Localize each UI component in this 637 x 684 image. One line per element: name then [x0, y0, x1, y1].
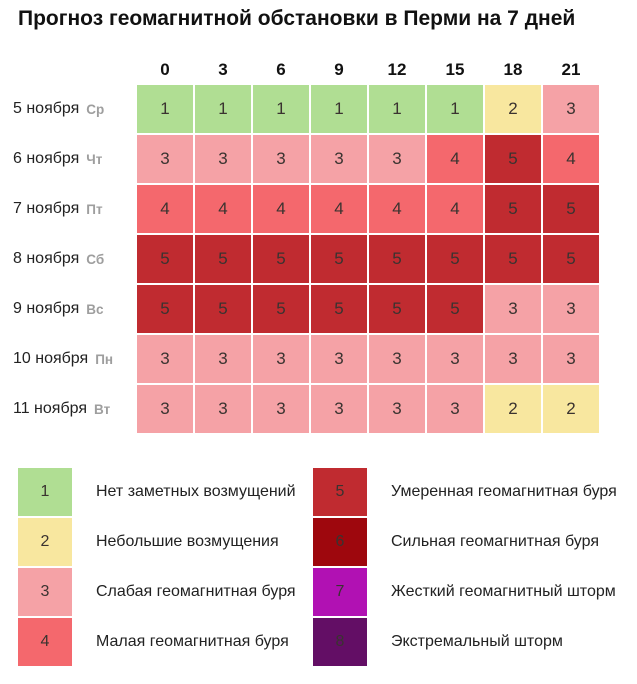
forecast-cell: 3: [137, 385, 193, 433]
forecast-cell: 3: [543, 285, 599, 333]
hour-header: 0: [160, 60, 170, 79]
row-weekday: Вт: [94, 401, 111, 417]
legend-swatch: 1: [18, 468, 72, 516]
row-date: 7 ноября: [13, 200, 80, 217]
row-weekday: Ср: [86, 101, 105, 117]
legend-swatch: 3: [18, 568, 72, 616]
forecast-cell: 3: [427, 385, 483, 433]
legend-col-right: [313, 468, 617, 666]
legend: [18, 468, 617, 666]
legend-item: [313, 468, 617, 516]
forecast-cell: 3: [311, 335, 367, 383]
forecast-cell: 3: [253, 335, 309, 383]
grid-corner: [13, 57, 135, 83]
legend-swatch: 7: [313, 568, 367, 616]
legend-label: Небольшие возмущения: [96, 533, 279, 550]
forecast-cell: 5: [137, 285, 193, 333]
row-weekday: Пн: [95, 351, 114, 367]
forecast-cell: 4: [195, 185, 251, 233]
forecast-cell: 1: [195, 85, 251, 133]
forecast-cell: 1: [137, 85, 193, 133]
forecast-cell: 5: [137, 235, 193, 283]
legend-swatch: 2: [18, 518, 72, 566]
forecast-cell: 3: [543, 85, 599, 133]
row-weekday: Сб: [86, 251, 105, 267]
forecast-cell: 3: [137, 335, 193, 383]
forecast-cell: 5: [543, 235, 599, 283]
forecast-cell: 5: [427, 285, 483, 333]
legend-swatch: 5: [313, 468, 367, 516]
row-date: 6 ноября: [13, 150, 80, 167]
page-title: Прогноз геомагнитной обстановки в Перми на 7 дней: [18, 7, 576, 30]
forecast-cell: 4: [253, 185, 309, 233]
forecast-cell: 4: [427, 135, 483, 183]
forecast-cell: 3: [195, 385, 251, 433]
forecast-cell: 3: [543, 335, 599, 383]
legend-label: Экстремальный шторм: [391, 633, 563, 650]
forecast-cell: 2: [543, 385, 599, 433]
forecast-cell: 5: [543, 185, 599, 233]
row-weekday: Вс: [86, 301, 104, 317]
row-date: 9 ноября: [13, 300, 80, 317]
forecast-cell: 5: [195, 235, 251, 283]
forecast-cell: 3: [253, 385, 309, 433]
forecast-cell: 3: [369, 335, 425, 383]
legend-col-left: [18, 468, 313, 666]
legend-item: [18, 568, 313, 616]
hour-header: 9: [334, 60, 344, 79]
row-label: [13, 285, 135, 333]
legend-swatch: 6: [313, 518, 367, 566]
row-label: [13, 335, 135, 383]
forecast-cell: 5: [485, 185, 541, 233]
forecast-grid: [13, 57, 599, 433]
legend-swatch: 4: [18, 618, 72, 666]
hour-header: 21: [561, 60, 581, 79]
forecast-cell: 2: [485, 385, 541, 433]
legend-label: Сильная геомагнитная буря: [391, 533, 599, 550]
forecast-cell: 1: [369, 85, 425, 133]
forecast-cell: 1: [311, 85, 367, 133]
forecast-cell: 4: [369, 185, 425, 233]
hour-header: 15: [445, 60, 465, 79]
forecast-cell: 4: [543, 135, 599, 183]
forecast-cell: 5: [427, 235, 483, 283]
legend-item: [18, 468, 313, 516]
forecast-cell: 5: [195, 285, 251, 333]
legend-label: Малая геомагнитная буря: [96, 633, 289, 650]
row-label: [13, 135, 135, 183]
row-weekday: Чт: [86, 151, 103, 167]
forecast-cell: 5: [253, 285, 309, 333]
forecast-cell: 3: [485, 285, 541, 333]
forecast-cell: 2: [485, 85, 541, 133]
forecast-cell: 4: [137, 185, 193, 233]
hour-header: 3: [218, 60, 228, 79]
row-label: [13, 385, 135, 433]
forecast-cell: 4: [427, 185, 483, 233]
forecast-cell: 3: [137, 135, 193, 183]
forecast-cell: 3: [427, 335, 483, 383]
forecast-cell: 3: [253, 135, 309, 183]
legend-label: Умеренная геомагнитная буря: [391, 483, 617, 500]
hour-header: 18: [503, 60, 523, 79]
forecast-cell: 1: [427, 85, 483, 133]
row-label: [13, 85, 135, 133]
forecast-cell: 4: [311, 185, 367, 233]
forecast-cell: 5: [253, 235, 309, 283]
forecast-cell: 3: [369, 135, 425, 183]
legend-item: [313, 518, 617, 566]
forecast-cell: 5: [485, 135, 541, 183]
row-date: 5 ноября: [13, 100, 80, 117]
forecast-cell: 5: [311, 285, 367, 333]
forecast-cell: 3: [369, 385, 425, 433]
legend-swatch: 8: [313, 618, 367, 666]
forecast-cell: 5: [311, 235, 367, 283]
row-label: [13, 185, 135, 233]
forecast-cell: 3: [485, 335, 541, 383]
row-date: 10 ноября: [13, 350, 89, 367]
row-label: [13, 235, 135, 283]
forecast-cell: 5: [369, 285, 425, 333]
forecast-cell: 5: [485, 235, 541, 283]
forecast-cell: 3: [311, 135, 367, 183]
row-weekday: Пт: [86, 201, 103, 217]
forecast-cell: 3: [311, 385, 367, 433]
forecast-cell: 5: [369, 235, 425, 283]
row-date: 8 ноября: [13, 250, 80, 267]
legend-label: Нет заметных возмущений: [96, 483, 296, 500]
legend-item: [313, 618, 617, 666]
legend-item: [313, 568, 617, 616]
forecast-cell: 1: [253, 85, 309, 133]
forecast-cell: 3: [195, 335, 251, 383]
legend-item: [18, 518, 313, 566]
row-date: 11 ноября: [13, 400, 87, 417]
legend-label: Жесткий геомагнитный шторм: [391, 583, 616, 600]
hour-header: 12: [387, 60, 407, 79]
hour-header: 6: [276, 60, 286, 79]
legend-item: [18, 618, 313, 666]
legend-label: Слабая геомагнитная буря: [96, 583, 296, 600]
forecast-cell: 3: [195, 135, 251, 183]
